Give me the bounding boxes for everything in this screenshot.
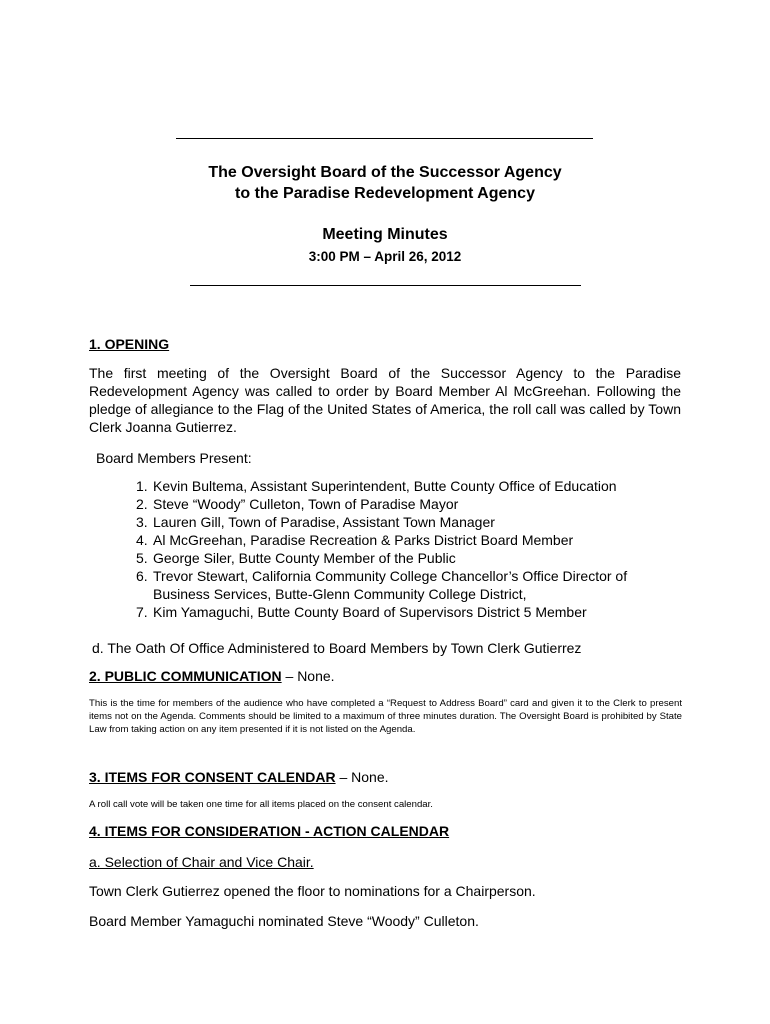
list-item xyxy=(136,549,682,567)
list-number: 7. xyxy=(136,604,148,620)
title-line-2: to the Paradise Redevelopment Agency xyxy=(235,185,535,202)
oath-of-office-line: d. The Oath Of Office Administered to Board Members by Town Clerk Gutierrez xyxy=(92,640,582,656)
member-entry: Steve “Woody” Culleton, Town of Paradise Mayor xyxy=(153,496,459,512)
section-heading-consideration: 4. ITEMS FOR CONSIDERATION - ACTION CALENDAR xyxy=(89,823,450,839)
list-item xyxy=(136,495,682,513)
top-rule xyxy=(176,138,593,139)
title-line-1: The Oversight Board of the Successor Agency xyxy=(208,164,562,181)
section-consent-calendar xyxy=(89,768,389,786)
list-number: 4. xyxy=(136,532,148,548)
member-entry: George Siler, Butte County Member of the Public xyxy=(153,550,456,566)
board-members-list xyxy=(136,477,682,621)
public-communication-note: This is the time for members of the audience who have completed a “Request to Address Board” card and given it to the Clerk to present items not on the Agenda. Comments should be limited to a maximum of three minutes duration. The Oversight Board is prohibited by State Law from taking action on any item presented if it is not listed on the Agenda. xyxy=(89,698,682,735)
list-number: 5. xyxy=(136,550,148,566)
list-item xyxy=(136,477,682,495)
document-type: Meeting Minutes xyxy=(322,226,448,243)
member-entry: Lauren Gill, Town of Paradise, Assistant Town Manager xyxy=(153,514,495,530)
opening-paragraph: The first meeting of the Oversight Board of the Successor Agency to the Paradise Redevelopment Agency was called to order by Board Member Al McGreehan. Following the pledge of allegiance to the Flag of the United States of America, the roll call was called by Town Clerk Joanna Gutierrez. xyxy=(89,365,681,435)
member-entry: Al McGreehan, Paradise Recreation & Parks District Board Member xyxy=(153,532,574,548)
bottom-rule xyxy=(190,285,581,286)
list-number: 3. xyxy=(136,514,148,530)
section-heading-opening: 1. OPENING xyxy=(89,336,170,352)
list-item xyxy=(136,567,682,603)
list-item xyxy=(136,531,682,549)
list-item xyxy=(136,513,682,531)
public-communication-status: – None. xyxy=(281,668,335,684)
section-heading-consent-calendar: 3. ITEMS FOR CONSENT CALENDAR xyxy=(89,769,336,785)
member-entry: Kim Yamaguchi, Butte County Board of Supervisors District 5 Member xyxy=(153,604,587,620)
consent-calendar-note: A roll call vote will be taken one time for all items placed on the consent calendar. xyxy=(89,799,433,810)
section-heading-public-communication: 2. PUBLIC COMMUNICATION xyxy=(89,668,282,684)
consideration-line-1: Town Clerk Gutierrez opened the floor to nominations for a Chairperson. xyxy=(89,883,536,899)
members-present-label: Board Members Present: xyxy=(96,450,252,466)
meeting-time-date: 3:00 PM – April 26, 2012 xyxy=(308,249,462,264)
member-entry: Trevor Stewart, California Community College Chancellor’s Office Director of Business Services, Butte-Glenn Community College District, xyxy=(153,568,628,602)
member-entry: Kevin Bultema, Assistant Superintendent, Butte County Office of Education xyxy=(153,478,617,494)
consent-calendar-status: – None. xyxy=(335,769,389,785)
list-number: 2. xyxy=(136,496,148,512)
list-number: 6. xyxy=(136,568,148,584)
section-public-communication xyxy=(89,667,335,685)
list-item xyxy=(136,603,682,621)
consideration-line-2: Board Member Yamaguchi nominated Steve “Woody” Culleton. xyxy=(89,913,479,929)
chair-selection-subheading: a. Selection of Chair and Vice Chair. xyxy=(89,854,314,870)
list-number: 1. xyxy=(136,478,148,494)
